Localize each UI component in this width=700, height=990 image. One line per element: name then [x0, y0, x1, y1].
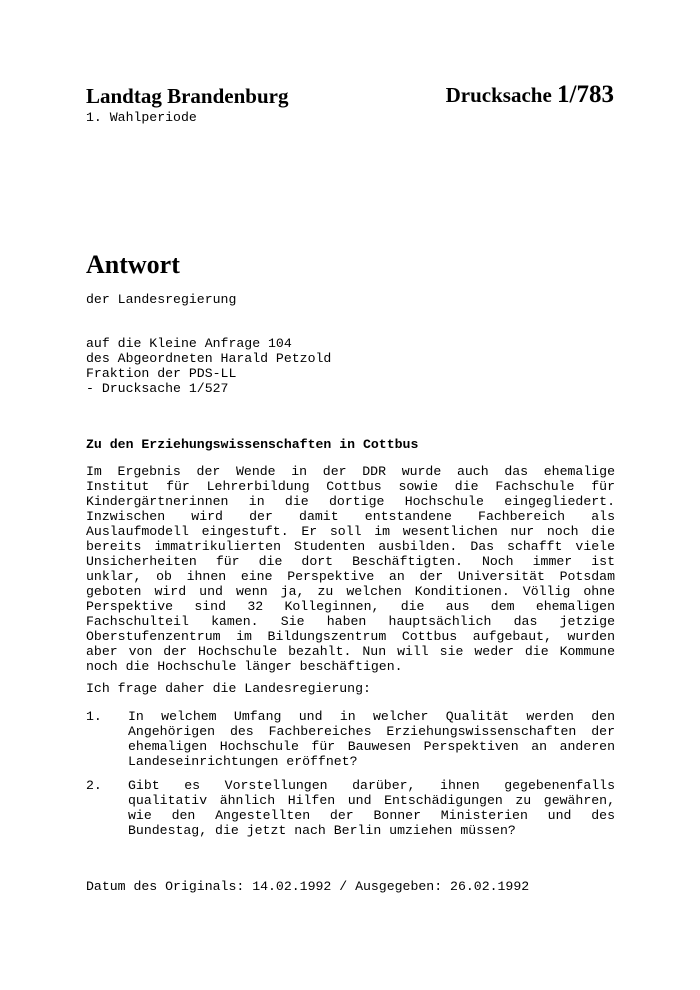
paragraph-line: Im Ergebnis der Wende in der DDR wurde auch das ehemalige — [86, 464, 615, 479]
drucksache-value: 1/783 — [557, 81, 614, 108]
paragraph-line: Kindergärtnerinnen in die dortige Hochschule eingegliedert. — [86, 494, 615, 509]
question-line: Angehörigen des Fachbereiches Erziehungswissenschaften der — [128, 724, 615, 739]
paragraph-line: noch die Hochschule länger beschäftigen. — [86, 659, 403, 674]
anfrage-reference — [86, 336, 331, 396]
question-line: Gibt es Vorstellungen darüber, ihnen gegebenenfalls — [128, 778, 615, 793]
paragraph-line: Auslaufmodell eingestuft. Er soll im wesentlichen nur noch die — [86, 524, 615, 539]
paragraph-line: aber von der Hochschule bezahlt. Nun will sie weder die Kommune — [86, 644, 615, 659]
paragraph-line: Unsicherheiten für die dort Beschäftigten. Noch immer ist — [86, 554, 615, 569]
anfrage-line: - Drucksache 1/527 — [86, 381, 229, 396]
question-number: 2. — [86, 778, 102, 793]
question-line: Landeseinrichtungen eröffnet? — [128, 754, 358, 769]
paragraph-line: geboten wird und wenn ja, zu welchen Konditionen. Völlig ohne — [86, 584, 615, 599]
drucksache-number — [446, 82, 614, 108]
anfrage-line: des Abgeordneten Harald Petzold — [86, 351, 332, 366]
question-intro: Ich frage daher die Landesregierung: — [86, 681, 371, 696]
paragraph-line: bereits immatrikulierten Studenten ausbilden. Das schafft viele — [86, 539, 615, 554]
question-line: Bundestag, die jetzt nach Berlin umziehen müssen? — [128, 823, 516, 838]
body-paragraph — [86, 464, 615, 674]
question-line: ehemaligen Hochschule für Bauwesen Perspektiven an anderen — [128, 739, 615, 754]
paragraph-line: unklar, ob ihnen eine Perspektive an der Universität Potsdam — [86, 569, 615, 584]
question-text — [128, 709, 615, 769]
paragraph-line: Perspektive sind 32 Kolleginnen, die aus dem ehemaligen — [86, 599, 615, 614]
subject-heading: Zu den Erziehungswissenschaften in Cottbus — [86, 437, 419, 452]
wahlperiode: 1. Wahlperiode — [86, 110, 197, 125]
question-line: wie den Angestellten der Bonner Ministerien und des — [128, 808, 615, 823]
paragraph-line: Inzwischen wird der damit entstandene Fachbereich als — [86, 509, 615, 524]
question-text — [128, 778, 615, 838]
paragraph-line: Fachschulteil kamen. Sie haben hauptsächlich das jetzige — [86, 614, 615, 629]
drucksache-prefix: Drucksache — [445, 83, 558, 107]
question-line: In welchem Umfang und in welcher Qualität werden den — [128, 709, 615, 724]
paragraph-line: Institut für Lehrerbildung Cottbus sowie die Fachschule für — [86, 479, 615, 494]
question-line: qualitativ ähnlich Hilfen und Entschädigungen zu gewähren, — [128, 793, 615, 808]
parliament-name: Landtag Brandenburg — [86, 84, 289, 108]
question-number: 1. — [86, 709, 102, 724]
date-line: Datum des Originals: 14.02.1992 / Ausgegeben: 26.02.1992 — [86, 879, 530, 894]
paragraph-line: Oberstufenzentrum im Bildungszentrum Cottbus aufgebaut, wurden — [86, 629, 615, 644]
document-type-title: Antwort — [86, 250, 180, 279]
anfrage-line: auf die Kleine Anfrage 104 — [86, 336, 292, 351]
issuer: der Landesregierung — [86, 292, 237, 307]
anfrage-line: Fraktion der PDS-LL — [86, 366, 237, 381]
